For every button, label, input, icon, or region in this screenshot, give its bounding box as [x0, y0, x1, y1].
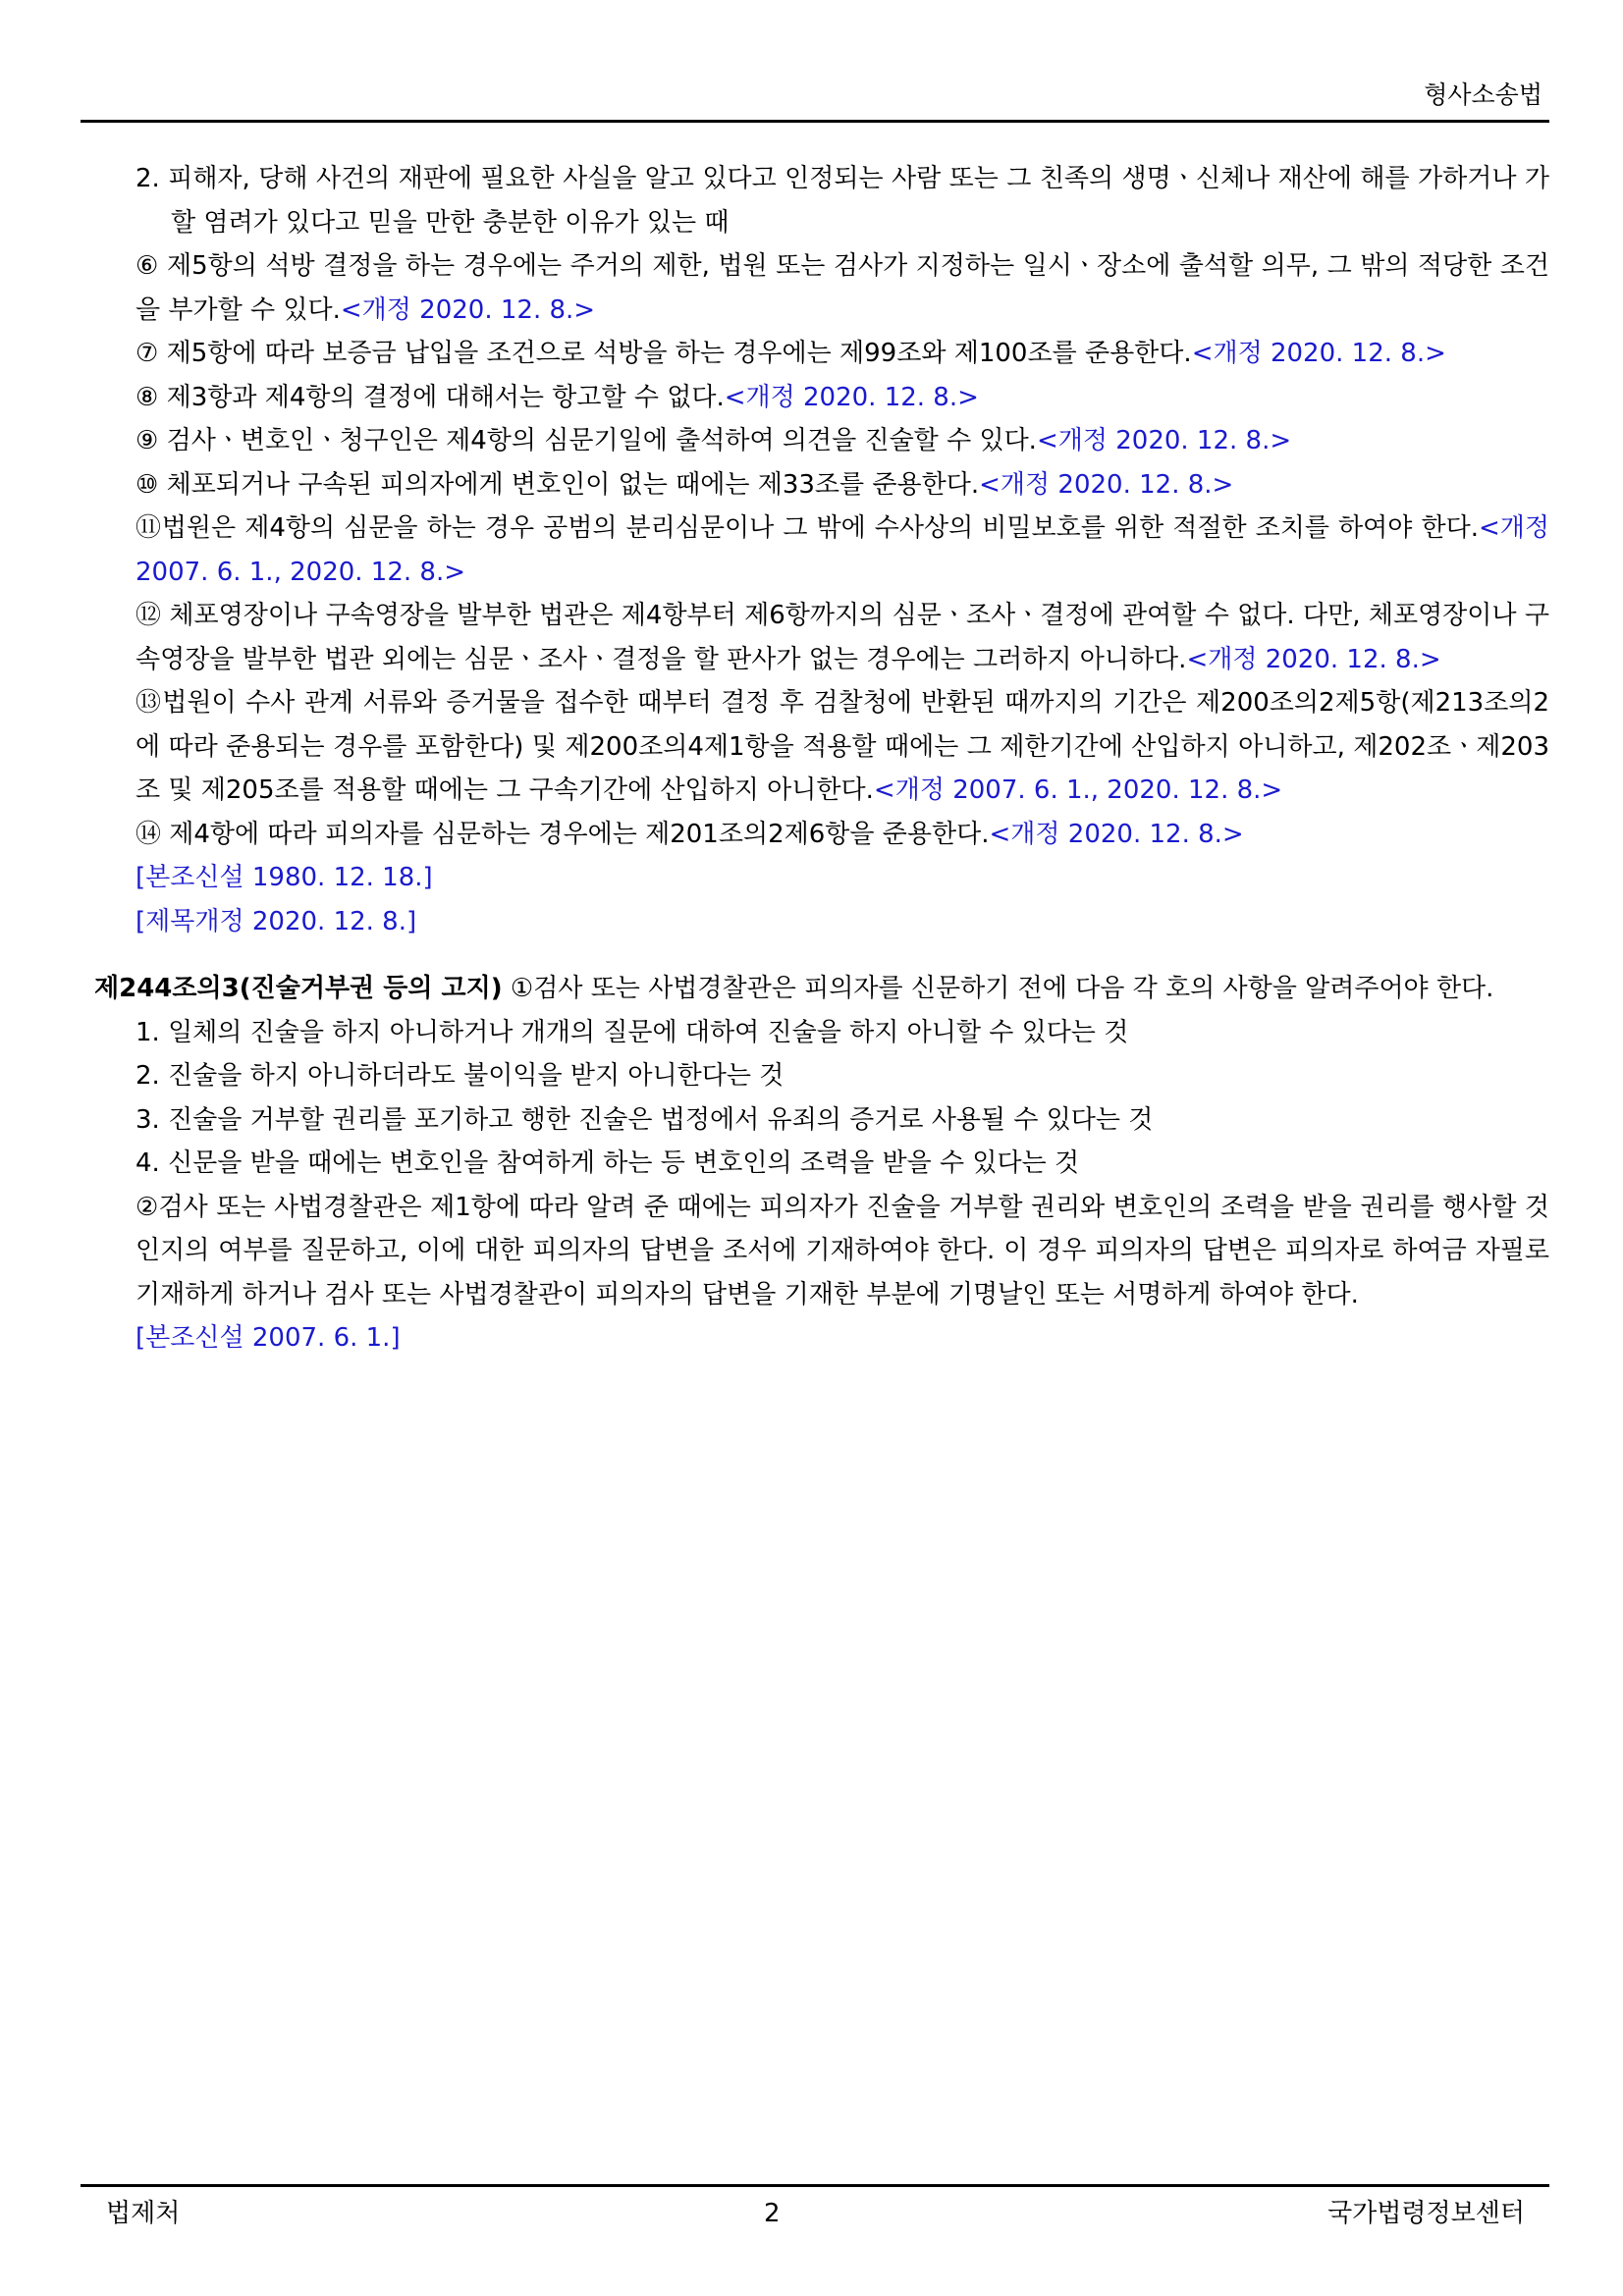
clause-14 [135, 813, 1549, 857]
clause-7 [135, 332, 1549, 376]
clause-11 [135, 507, 1549, 594]
article-clause-2: ②검사 또는 사법경찰관은 제1항에 따라 알려 준 때에는 피의자가 진술을 거부할 권리와 변호인의 조력을 받을 권리를 행사할 것인지의 여부를 질문하고, 이에 대한 피의자의 답변을 조서에 기재하여야 한다. 이 경우 피의자의 답변은 피의자로 하여금 자필로 기재하게 하거나 검사 또는 사법경찰관이 피의자의 답변을 기재한 부분에 기명날인 또는 서명하게 하여야 한다. [135, 1192, 1549, 1309]
list-item: 1. 일체의 진술을 하지 아니하거나 개개의 질문에 대하여 진술을 하지 아니할 수 있다는 것 [135, 1017, 1129, 1047]
article-enactment-note: [본조신설 2007. 6. 1.] [135, 1323, 401, 1353]
amendment-note: <개정 2020. 12. 8.> [340, 294, 596, 325]
footer-source: 국가법령정보센터 [1327, 2199, 1525, 2228]
list-item: 3. 진술을 거부할 권리를 포기하고 행한 진술은 법정에서 유죄의 증거로 사용될 수 있다는 것 [135, 1104, 1154, 1135]
amendment-note: <개정 2007. 6. 1., 2020. 12. 8.> [135, 513, 1549, 587]
clause-9 [135, 419, 1549, 463]
paragraph-text: ⑩ 체포되거나 구속된 피의자에게 변호인이 없는 때에는 제33조를 준용한다. [135, 469, 980, 500]
footer-rule [81, 2184, 1549, 2187]
header-rule [81, 120, 1549, 123]
list-item: 2. 진술을 하지 아니하더라도 불이익을 받지 아니한다는 것 [135, 1061, 784, 1091]
clause-12 [135, 594, 1549, 681]
clause-6 [135, 244, 1549, 332]
amendment-note: <개정 2007. 6. 1., 2020. 12. 8.> [873, 775, 1283, 805]
clause-10 [135, 463, 1549, 507]
paragraph-text: ⑬법원이 수사 관계 서류와 증거물을 접수한 때부터 결정 후 검찰청에 반환된 때까지의 기간은 제200조의2제5항(제213조의2에 따라 준용되는 경우를 포함한다) 및 제200조의4제1항을 적용할 때에는 그 제한기간에 산입하지 아니하고, 제202조ㆍ제203조 및 제205조를 적용할 때에는 그 구속기간에 산입하지 아니한다. [135, 688, 1549, 805]
paragraph-text: ⑫ 체포영장이나 구속영장을 발부한 법관은 제4항부터 제6항까지의 심문ㆍ조사ㆍ결정에 관여할 수 없다. 다만, 체포영장이나 구속영장을 발부한 법관 외에는 심문ㆍ조사ㆍ결정을 할 판사가 없는 경우에는 그러하지 아니하다. [135, 601, 1549, 674]
article-heading [94, 967, 1549, 1011]
title-amendment-note: [제목개정 2020. 12. 8.] [135, 906, 417, 936]
paragraph-text: ⑨ 검사ㆍ변호인ㆍ청구인은 제4항의 심문기일에 출석하여 의견을 진술할 수 있다. [135, 426, 1037, 455]
amendment-note: <개정 2020. 12. 8.> [1186, 644, 1441, 674]
paragraph-text: ⑦ 제5항에 따라 보증금 납입을 조건으로 석방을 하는 경우에는 제99조와 제100조를 준용한다. [135, 339, 1192, 368]
amendment-note: <개정 2020. 12. 8.> [979, 469, 1234, 500]
amendment-note: <개정 2020. 12. 8.> [989, 819, 1244, 849]
enactment-note: [본조신설 1980. 12. 18.] [135, 863, 433, 892]
footer-publisher: 법제처 [106, 2199, 181, 2228]
running-header-title: 형사소송법 [1424, 80, 1542, 109]
paragraph-text: ⑪법원은 제4항의 심문을 하는 경우 공범의 분리심문이나 그 밖에 수사상의 비밀보호를 위한 적절한 조치를 하여야 한다. [135, 513, 1479, 543]
article-intro: ①검사 또는 사법경찰관은 피의자를 신문하기 전에 다음 각 호의 사항을 알려주어야 한다. [502, 974, 1494, 1003]
amendment-note: <개정 2020. 12. 8.> [1036, 426, 1292, 455]
amendment-note: <개정 2020. 12. 8.> [724, 382, 979, 412]
section-gap [135, 943, 1549, 967]
clause-13 [135, 681, 1549, 813]
amendment-note: <개정 2020. 12. 8.> [1191, 339, 1446, 368]
page-number: 2 [764, 2199, 781, 2228]
clause-8 [135, 376, 1549, 420]
paragraph-text: ⑭ 제4항에 따라 피의자를 심문하는 경우에는 제201조의2제6항을 준용한다. [135, 819, 990, 849]
paragraph-text: ⑥ 제5항의 석방 결정을 하는 경우에는 주거의 제한, 법원 또는 검사가 지정하는 일시ㆍ장소에 출석할 의무, 그 밖의 적당한 조건을 부가할 수 있다. [135, 251, 1549, 325]
document-body [94, 157, 1549, 1361]
article-title: 제244조의3(진술거부권 등의 고지) [94, 974, 503, 1003]
paragraph-text: ⑧ 제3항과 제4항의 결정에 대해서는 항고할 수 없다. [135, 382, 725, 412]
item-paragraph [135, 157, 1549, 244]
paragraph-text: 2. 피해자, 당해 사건의 재판에 필요한 사실을 알고 있다고 인정되는 사람 또는 그 친족의 생명ㆍ신체나 재산에 해를 가하거나 가할 염려가 있다고 믿을 만한 충분한 이유가 있는 때 [135, 164, 1549, 238]
list-item: 4. 신문을 받을 때에는 변호인을 참여하게 하는 등 변호인의 조력을 받을 수 있다는 것 [135, 1148, 1080, 1178]
